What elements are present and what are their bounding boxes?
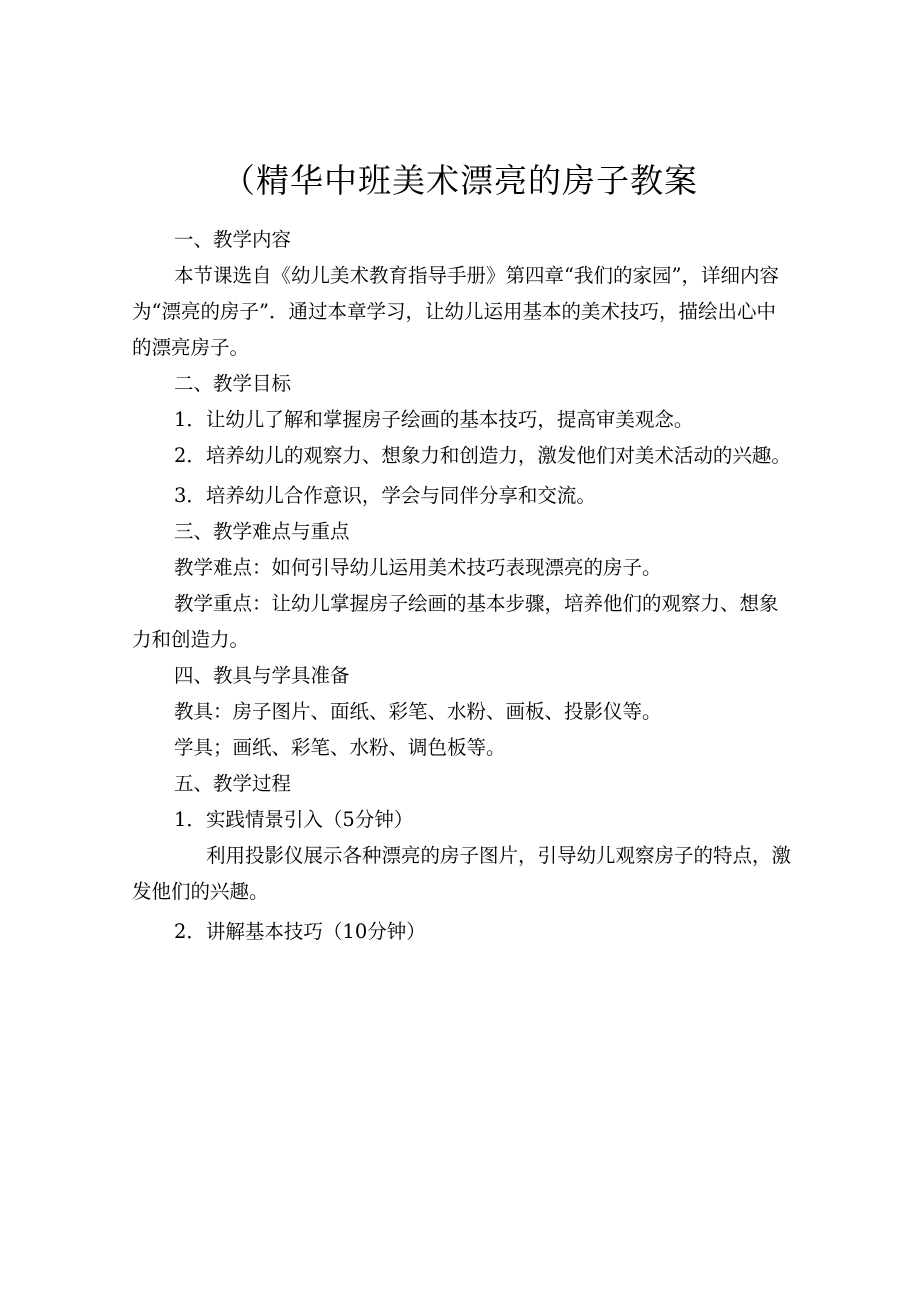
process-step-2: 2．讲解基本技巧（10分钟） — [174, 920, 426, 943]
process-step-1: 1．实践情景引入（5分钟） — [174, 808, 414, 831]
objective-item-1: 1．让幼儿了解和掌握房子绘画的基本技巧，提高审美观念。 — [174, 408, 694, 431]
section-heading-teaching-objectives: 二、教学目标 — [174, 372, 292, 395]
objective-item-2: 2．培养幼儿的观察力、想象力和创造力，激发他们对美术活动的兴趣。 — [174, 444, 791, 467]
objective-item-3: 3．培养幼儿合作意识，学会与同伴分享和交流。 — [174, 484, 596, 507]
student-tools: 学具；画纸、彩笔、水粉、调色板等。 — [174, 736, 506, 759]
section-heading-teaching-content: 一、教学内容 — [174, 228, 292, 251]
teaching-key-point: 教学重点：让幼儿掌握房子绘画的基本步骤，培养他们的观察力、想象力和创造力。 — [132, 592, 779, 651]
section-heading-process: 五、教学过程 — [174, 772, 292, 795]
teaching-content-paragraph: 本节课选自《幼儿美术教育指导手册》第四章“我们的家园”，详细内容为“漂亮的房子”．通过本章学习，让幼儿运用基本的美术技巧，描绘出心中的漂亮房子。 — [132, 264, 779, 359]
section-heading-materials: 四、教具与学具准备 — [174, 664, 350, 687]
document-title: （精华中班美术漂亮的房子教案 — [222, 161, 698, 200]
document-body — [132, 222, 792, 950]
section-heading-difficulties: 三、教学难点与重点 — [174, 520, 350, 543]
process-step-1-paragraph: 利用投影仪展示各种漂亮的房子图片，引导幼儿观察房子的特点，激发他们的兴趣。 — [132, 844, 792, 903]
teacher-tools: 教具：房子图片、面纸、彩笔、水粉、画板、投影仪等。 — [174, 700, 662, 723]
teaching-difficulty: 教学难点：如何引导幼儿运用美术技巧表现漂亮的房子。 — [174, 556, 662, 579]
